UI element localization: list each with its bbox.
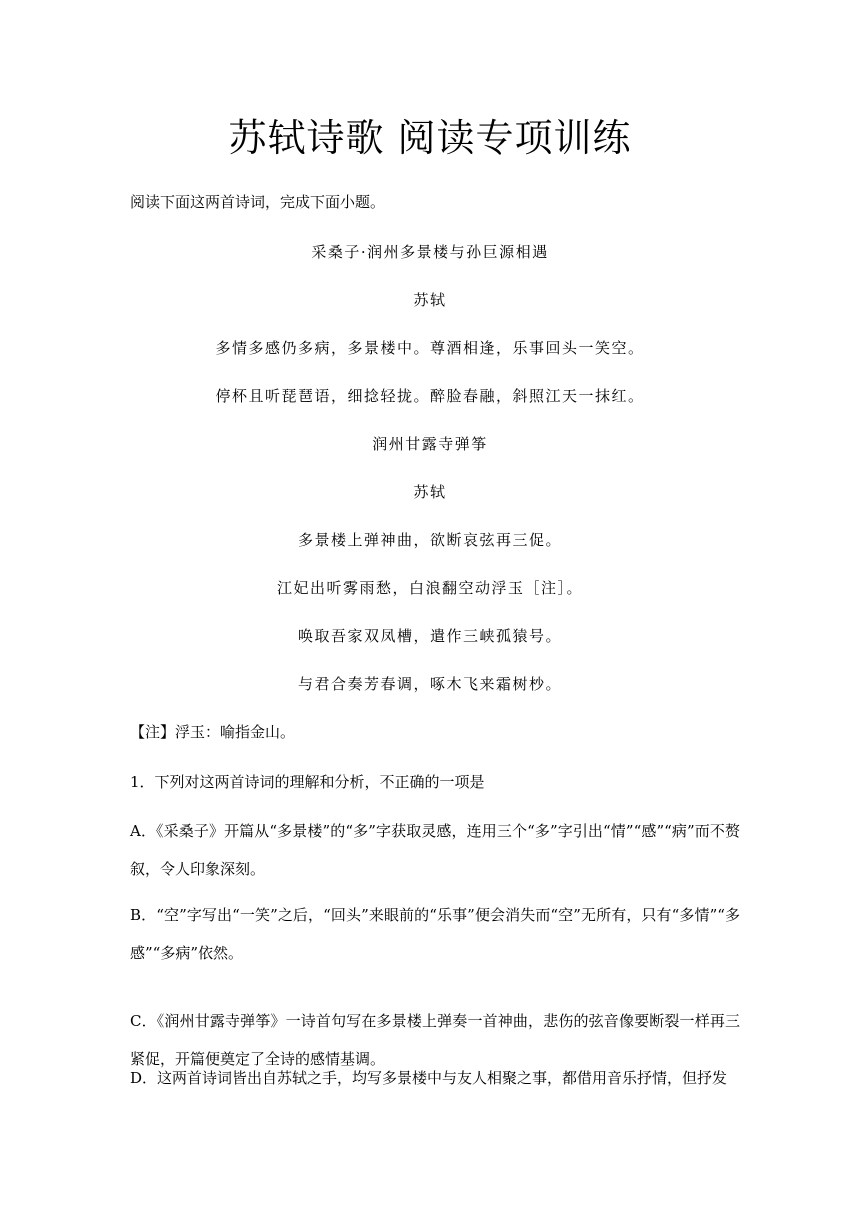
question-stem: 1．下列对这两首诗词的理解和分析，不正确的一项是 [130,773,485,791]
poem2-line-1: 多景楼上弹神曲，欲断哀弦再三促。 [297,531,562,549]
note-text: 【注】浮玉：喻指金山。 [130,723,296,741]
option-d: D．这两首诗词皆出自苏轼之手，均写多景楼中与友人相聚之事，都借用音乐抒情，但抒发 [130,1069,728,1087]
poem1-author: 苏轼 [413,291,447,309]
poem2-author: 苏轼 [413,483,447,501]
poem1-title: 采桑子·润州多景楼与孙巨源相遇 [311,243,549,261]
poem2-line-2: 江妃出听雾雨愁，白浪翻空动浮玉［注］。 [276,579,583,597]
option-c: C．《润州甘露寺弹筝》一诗首句写在多景楼上弹奏一首神曲，悲伤的弦音像要断裂一样再三紧促，开篇便奠定了全诗的感情基调。 [130,1012,740,1068]
intro-text: 阅读下面这两首诗词，完成下面小题。 [130,193,386,211]
option-b: B．“空”字写出“一笑”之后，“回头”来眼前的“乐事”便会消失而“空”无所有，只有“多情”“多感”“多病”依然。 [130,906,740,962]
poem2-title: 润州甘露寺弹筝 [372,435,488,453]
poem1-line-2: 停杯且听琵琶语，细捻轻拢。醉脸春融，斜照江天一抹红。 [215,387,645,405]
option-a: A．《采桑子》开篇从“多景楼”的“多”字获取灵感，连用三个“多”字引出“情”“感”“病”而不赘叙，令人印象深刻。 [130,822,740,878]
poem1-line-1: 多情多感仍多病，多景楼中。尊酒相逢，乐事回头一笑空。 [215,339,645,357]
poem2-line-3: 唤取吾家双凤槽，遣作三峡孤猿号。 [297,627,562,645]
poem2-line-4: 与君合奏芳春调，啄木飞来霜树杪。 [297,675,562,693]
page-title: 苏轼诗歌 阅读专项训练 [228,116,632,160]
